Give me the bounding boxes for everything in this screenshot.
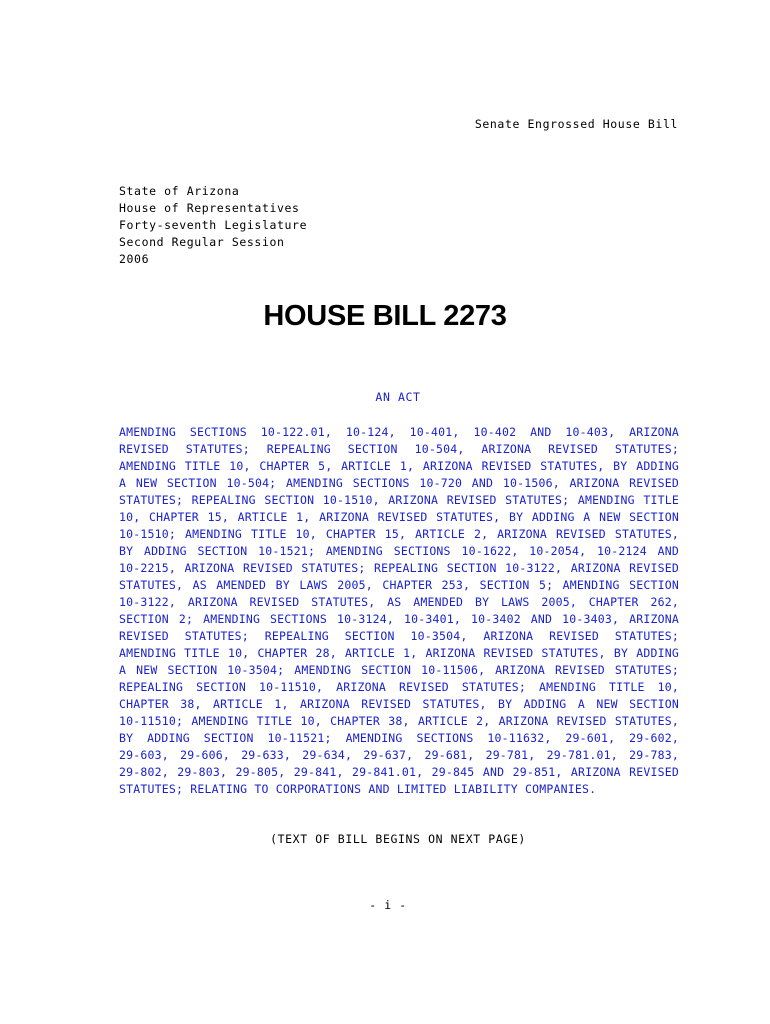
act-line: AMENDING TITLE 10, CHAPTER 28, ARTICLE 1, ARIZONA REVISED STATUTES, BY ADDING [119,646,679,660]
act-label: AN ACT [375,390,421,404]
header-chamber: House of Representatives [119,201,300,215]
act-line: A NEW SECTION 10-504; AMENDING SECTIONS 10-720 AND 10-1506, ARIZONA REVISED [119,476,679,490]
act-line: STATUTES, AS AMENDED BY LAWS 2005, CHAPTER 253, SECTION 5; AMENDING SECTION [119,578,679,592]
act-line: SECTION 2; AMENDING SECTIONS 10-3124, 10-3401, 10-3402 AND 10-3403, ARIZONA [119,612,679,626]
act-line: BY ADDING SECTION 10-1521; AMENDING SECTIONS 10-1622, 10-2054, 10-2124 AND [119,544,679,558]
act-line: 10-2215, ARIZONA REVISED STATUTES; REPEALING SECTION 10-3122, ARIZONA REVISED [119,561,679,575]
header-legislature: Forty-seventh Legislature [119,218,308,232]
bill-title: HOUSE BILL 2273 [263,300,507,332]
act-line: CHAPTER 38, ARTICLE 1, ARIZONA REVISED STATUTES, BY ADDING A NEW SECTION [119,697,679,711]
act-description [119,424,679,798]
act-line: 10, CHAPTER 15, ARTICLE 1, ARIZONA REVISED STATUTES, BY ADDING A NEW SECTION [119,510,679,524]
bill-header [119,183,307,268]
act-line: 10-3122, ARIZONA REVISED STATUTES, AS AMENDED BY LAWS 2005, CHAPTER 262, [119,595,679,609]
act-line: BY ADDING SECTION 10-11521; AMENDING SECTIONS 10-11632, 29-601, 29-602, [119,731,679,745]
act-line: 29-603, 29-606, 29-633, 29-634, 29-637, 29-681, 29-781, 29-781.01, 29-783, [119,748,679,762]
bill-status-label: Senate Engrossed House Bill [474,117,678,131]
act-line: REVISED STATUTES; REPEALING SECTION 10-504, ARIZONA REVISED STATUTES; [119,442,679,456]
header-session: Second Regular Session [119,235,285,249]
act-line: REVISED STATUTES; REPEALING SECTION 10-3504, ARIZONA REVISED STATUTES; [119,629,679,643]
continue-note: (TEXT OF BILL BEGINS ON NEXT PAGE) [270,832,526,846]
act-line: A NEW SECTION 10-3504; AMENDING SECTION 10-11506, ARIZONA REVISED STATUTES; [119,663,679,677]
act-line: 10-11510; AMENDING TITLE 10, CHAPTER 38, ARTICLE 2, ARIZONA REVISED STATUTES, [119,714,679,728]
header-year: 2006 [119,252,150,266]
header-state: State of Arizona [119,184,240,198]
act-line: AMENDING SECTIONS 10-122.01, 10-124, 10-401, 10-402 AND 10-403, ARIZONA [119,425,679,439]
act-line: AMENDING TITLE 10, CHAPTER 5, ARTICLE 1, ARIZONA REVISED STATUTES, BY ADDING [119,459,679,473]
page-number: - i - [369,898,407,912]
act-line: REPEALING SECTION 10-11510, ARIZONA REVISED STATUTES; AMENDING TITLE 10, [119,680,679,694]
act-line: 10-1510; AMENDING TITLE 10, CHAPTER 15, ARTICLE 2, ARIZONA REVISED STATUTES, [119,527,679,541]
act-line: STATUTES; REPEALING SECTION 10-1510, ARIZONA REVISED STATUTES; AMENDING TITLE [119,493,679,507]
act-line: STATUTES; RELATING TO CORPORATIONS AND LIMITED LIABILITY COMPANIES. [119,782,597,796]
act-line: 29-802, 29-803, 29-805, 29-841, 29-841.01, 29-845 AND 29-851, ARIZONA REVISED [119,765,679,779]
